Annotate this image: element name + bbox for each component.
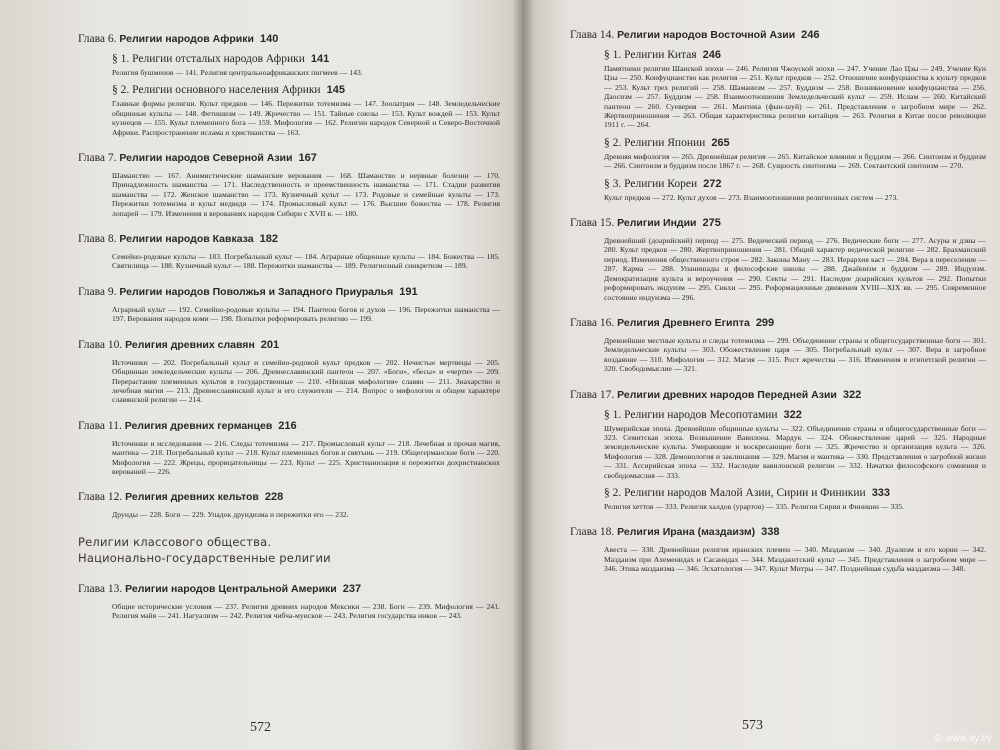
chapter-heading [78, 32, 500, 47]
section-entries: Шумерийская эпоха. Древнейшие общинные культы — 322. Объединение страны и общегосударственные боги — 323. Семитская эпоха. Возвышение Вавилона. Мардук — 324. Обожествление царей — 325. Народные земледельческие культы. Умирающие и воскресающие боги — 325. Жречество и организация культа — 326. Мифология — 328. Демонология и заклинания — 329. Магия и мантика — 330. Представления о загробной жизни — 331. Ассирийская эпоха — 332. Наследие вавилонской религии — 332. Начатки философского сомнения и свободомыслия — 333. [604, 423, 986, 480]
chapter-label: Глава 17. [570, 388, 615, 401]
section-heading [604, 136, 986, 150]
section [604, 48, 986, 130]
chapter-title: Религии древних народов Передней Азии [617, 388, 837, 401]
chapter-label: Глава 13. [78, 582, 123, 595]
section-heading [604, 177, 986, 191]
chapter [78, 582, 500, 621]
chapter-label: Глава 10. [78, 338, 123, 351]
section-entries: Памятники религии Шанской эпохи — 246. Религия Чжоуской эпохи — 247. Учение Лао Цзы — 249. Учение Кун Цзы — 250. Конфуцианство как религия — 251. Культ предков — 252. Отношение конфуцианства к культу предков — 253. Культ трех религий — 258. Шаманизм — 257. Буддизм — 258. Возникновение конфуцианства — 256. Даосизм — 257. Буддизм — 258. Взаимоотношения Земледельческий культ — 259. Ислам — 260. Китайский пантеон — 260. Суеверия — 261. Мантика (фын-шуй) — 261. Представления о загробном мире — 262. Жертвоприношения — 263. Общая характеристика религии китайцев — 263. Религия в Китае после революции 1911 г. — 264. [604, 64, 986, 130]
right-page [522, 0, 1000, 750]
chapter [78, 338, 500, 405]
chapter-heading [78, 338, 500, 353]
section-page: 141 [310, 53, 330, 65]
chapter [570, 525, 986, 573]
section-title: § 3. Религии Кореи [604, 177, 698, 190]
chapter-page: 191 [399, 285, 418, 298]
chapter-heading [78, 285, 500, 300]
chapter-label: Глава 11. [78, 419, 122, 432]
section-page: 322 [783, 408, 802, 421]
chapter-page: 228 [264, 491, 284, 504]
watermark: © www.ay.by [934, 733, 992, 744]
section-entries: Религия хеттов — 333. Религия халдов (урартов) — 335. Религия Сирии и Финикии — 335. [604, 501, 904, 511]
section-heading [604, 486, 986, 500]
chapter [78, 151, 500, 218]
chapter-title: Религия Ирана (маздаизм) [617, 526, 756, 539]
chapter-title: Религии народов Восточной Азии [617, 29, 796, 41]
chapter [78, 32, 500, 137]
chapter-heading [78, 151, 500, 166]
page-number-left: 572 [250, 720, 271, 735]
section-title: § 2. Религии Японии [604, 136, 706, 149]
section-page: 333 [871, 486, 891, 499]
chapter-label: Глава 9. [78, 285, 117, 298]
chapter-title: Религии народов Поволжья и Западного Приуралья [119, 285, 394, 298]
chapter-entries: Семейно-родовые культы — 183. Погребальный культ — 184. Аграрные общинные культы — 184. Божества — 185. Святилища — 188. Кузнечный культ — 188. Пережитки шаманства — 189. Религиозный синкретизм — 189. [112, 252, 500, 271]
section-entries: Главные формы религии. Культ предков — 146. Пережитки тотемизма — 147. Зоолатрия — 148. Земледельческие общинные культы — 148. Фетишизм — 149. Жречество — 151. Тайные союзы — 153. Культ вождей — 153. Культ кузнецов — 155. Культ племенного бога — 159. Мифология — 162. Религии народов Северной и Северо-Восточной Африки. Распространение ислама и христианства — 163. [112, 99, 500, 137]
section [112, 52, 500, 77]
chapter-label: Глава 12. [78, 491, 123, 504]
chapter-page: 299 [755, 316, 775, 329]
chapter-page: 167 [298, 152, 317, 165]
chapter-page: 182 [259, 233, 278, 246]
part-heading-line-2: Национально-государственные религии [78, 550, 331, 565]
chapter-heading [570, 525, 986, 540]
chapter-page: 140 [259, 33, 279, 45]
chapter [570, 216, 986, 302]
chapter-entries: Друиды — 228. Боги — 229. Упадок друидизма и пережитки его — 232. [112, 510, 349, 520]
chapter-heading [78, 582, 500, 597]
chapter-label: Глава 16. [570, 316, 615, 329]
chapter-title: Религии народов Северной Азии [119, 152, 293, 165]
section [604, 486, 986, 511]
chapter-heading [78, 232, 500, 247]
chapter-page: 246 [801, 29, 820, 41]
chapter-title: Религии Индии [617, 217, 697, 230]
left-chapter-list-after [78, 582, 500, 621]
section-heading [604, 48, 986, 62]
section-title: § 1. Религии народов Месопотамии [604, 408, 778, 421]
chapter-page: 338 [761, 526, 780, 539]
chapter-entries: Общие исторические условия — 237. Религия древних народов Мексики — 238. Боги — 239. Мифология — 241. Религия майя — 241. Нагуализм — 242. Религия чибча-муисков — 243. Религия государства инков — 243. [112, 601, 500, 621]
chapter-heading [570, 316, 986, 331]
section-title: § 2. Религии народов Малой Азии, Сирии и Финикии [604, 486, 866, 499]
section-page: 265 [711, 136, 730, 149]
chapter-entries: Древнейшие местные культы и следы тотемизма — 299. Объединение страны и общегосударственные боги — 301. Земледельческие культы — 303. Обожествление царя — 305. Погребальный культ — 307. Вера в загробное воздаяние — 310. Мифология — 312. Магия — 315. Рост жречества — 316. Изменения в египетской религии — 320. Свободомыслие — 321. [604, 335, 986, 374]
section-heading [112, 83, 500, 97]
section-entries: Религия бушменов — 141. Религия центральноафриканских пигмеев — 143. [112, 68, 363, 77]
right-chapter-list [570, 28, 986, 574]
chapter-entries: Авеста — 338. Древнейшая религия иранских племен — 340. Маздаизм — 340. Дуализм и его корни — 342. Маздаизм при Ахеменидах и Сасанидах — 344. Маздакитский культ — 345. Представления о загробном мире — 346. Этика маздаизма — 346. Эсхатология — 347. Культ Митры — 347. Позднейшая судьба маздаизма — 348. [604, 545, 986, 574]
chapter [570, 28, 986, 202]
chapter-title: Религии народов Кавказа [119, 233, 254, 246]
section-page: 246 [702, 49, 722, 61]
chapter-title: Религия древних германцев [124, 419, 273, 432]
section-entries: Культ предков — 272. Культ духов — 273. Взаимоотношения религиозных систем — 273. [604, 192, 899, 202]
page-number-right: 573 [742, 718, 763, 733]
chapter-label: Глава 15. [570, 217, 615, 230]
book-gutter [512, 0, 534, 750]
chapter [78, 232, 500, 271]
section-page: 145 [326, 84, 345, 97]
chapter-heading [78, 419, 500, 434]
chapter [78, 285, 500, 324]
chapter-heading [570, 216, 986, 231]
chapter [78, 419, 500, 477]
chapter-title: Религия Древнего Египта [617, 316, 750, 329]
chapter-title: Религия древних кельтов [125, 491, 259, 504]
section-heading [112, 52, 500, 66]
chapter-title: Религия древних славян [125, 338, 255, 351]
chapter-entries: Аграрный культ — 192. Семейно-родовые культы — 194. Пантеон богов и духов — 196. Пережитки шаманства — 197. Верования народов коми — 198. Попытки реформировать религию — 199. [112, 304, 500, 324]
chapter-entries: Источники — 202. Погребальный культ и семейно-родовой культ предков — 202. Нечистые мертвецы — 205. Общинные земледельческие культы — 206. Древнеславянский пантеон — 207. «Боги», «бесы» и «черти» — 209. Перерастание племенных культов в государственные — 210. «Низшая мифология» славян — 211. Знахарство и лечебная магия — 213. Древнеславянский культ и его служители — 214. Вопрос о мифологии и общем характере славянской религии — 214. [112, 357, 500, 405]
chapter-entries: Источники и исследования — 216. Следы тотемизма — 217. Промысловый культ — 218. Лечебная и прочая магия, мантика — 218. Погребальный культ — 218. Культ племенных богов и святынь — 219. Общегерманские боги — 220. Мифология — 222. Жрецы, прорицательницы — 223. Культ — 225. Христианизация и пережитки дохристианских верований — 226. [112, 438, 500, 476]
chapter [570, 388, 986, 512]
chapter-title: Религии народов Центральной Америки [125, 582, 337, 595]
part-heading [78, 534, 500, 566]
chapter-entries: Шаманство — 167. Анимистические шаманские верования — 168. Шаманство и нервные болезни — 170. Принадлежность шаманства — 171. Наследственность и преемственность шаманства — 171. Стадии развития шаманства — 172. Женское шаманство — 173. Кузнечный культ — 173. Родовые и семейные культы — 173. Пережитки тотемизма и культ медведя — 174. Промысловый культ — 176. Высшие божества — 178. Религия лопарей — 179. Изменения в верованиях народов Сибири с XVII в. — 180. [112, 171, 500, 218]
section-title: § 2. Религии основного населения Африки [112, 84, 321, 97]
chapter-heading [570, 28, 986, 43]
chapter-label: Глава 14. [570, 29, 615, 41]
section [604, 408, 986, 480]
section-title: § 1. Религии отсталых народов Африки [112, 53, 305, 65]
chapter-page: 275 [702, 217, 721, 230]
chapter-label: Глава 7. [78, 152, 117, 165]
chapter-page: 237 [342, 582, 362, 595]
chapter-heading [78, 490, 500, 505]
chapter-label: Глава 18. [570, 526, 615, 539]
chapter-page: 216 [278, 419, 297, 432]
section-title: § 1. Религии Китая [604, 49, 697, 61]
chapter [570, 316, 986, 374]
section [112, 83, 500, 137]
section-entries: Древняя мифология — 265. Древнейшая религия — 265. Китайское влияние и буддизм — 266. Синтоизм и буддизм — 266. Синтоизм и буддизм после 1867 г. — 268. Сущность синтоизма — 269. Сектантский синтоизм — 270. [604, 151, 986, 171]
chapter-label: Глава 6. [78, 33, 117, 45]
chapter-title: Религии народов Африки [119, 33, 254, 45]
left-chapter-list [78, 32, 500, 520]
chapter-label: Глава 8. [78, 233, 117, 246]
chapter-page: 322 [842, 388, 862, 401]
section [604, 136, 986, 171]
chapter-entries: Древнейший (доарийский) период — 275. Ведический период — 276. Ведические боги — 277. Асуры и дэвы — 280. Культ предков — 280. Жертвоприношения — 281. Общий характер ведической религии — 282. Брахманский период. Изменения общественного строя — 282. Законы Ману — 283. Иерархия каст — 284. Вера в переселение — 287. Карма — 288. Упанишады и философские школы — 288. Джайнизм и буддизм — 289. Индуизм. Демократизация культа и вероучения — 290. Секты — 291. Наследие доарийских культов — 292. Попытки реформировать индуизм — 295. Сикхи — 295. Реформационные движения XVIII—XIX вв. — 295. Современное состояние индуизма — 296. [604, 236, 986, 302]
section-heading [604, 408, 986, 422]
chapter [78, 490, 500, 519]
chapter-heading [570, 388, 986, 403]
section [604, 177, 986, 202]
chapter-page: 201 [260, 338, 280, 351]
part-heading-line-1: Религии классового общества. [78, 534, 272, 549]
section-page: 272 [703, 177, 722, 190]
